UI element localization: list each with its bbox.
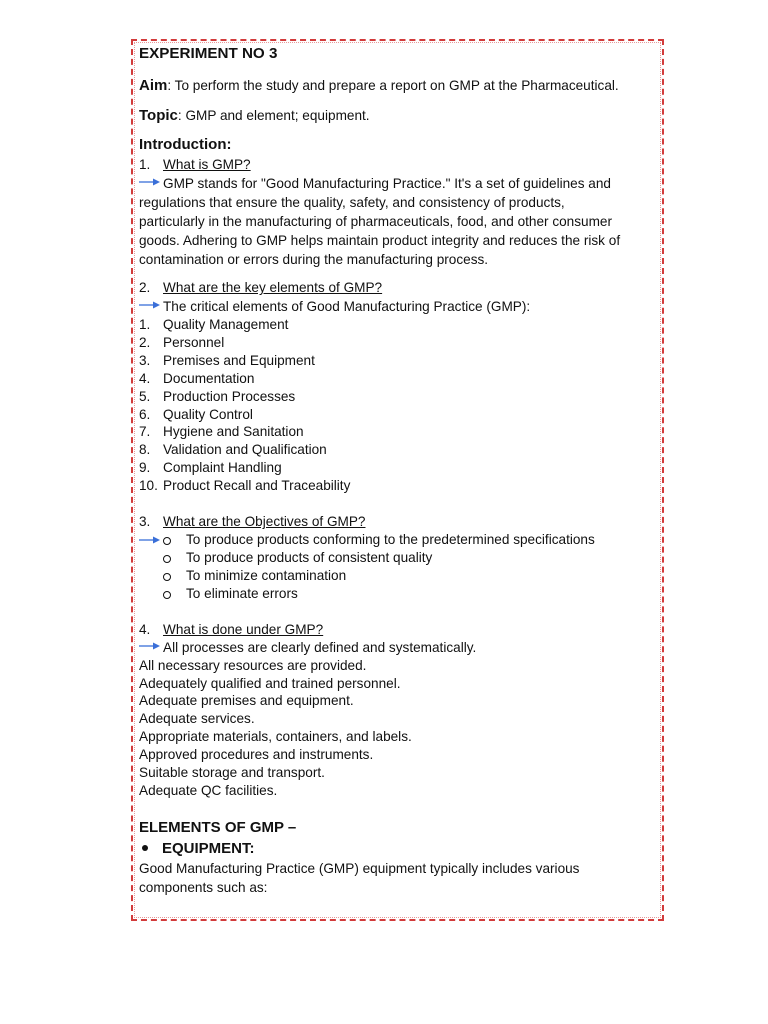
paragraph-line: contamination or errors during the manufacturing process. — [139, 252, 489, 267]
topic-line — [139, 106, 654, 125]
paragraph-line: Suitable storage and transport. — [139, 765, 325, 781]
question-4 — [139, 620, 654, 639]
paragraph-line: regulations that ensure the quality, safety, and consistency of products, — [139, 195, 565, 210]
q2-lead-text: The critical elements of Good Manufacturing Practice (GMP): — [163, 299, 531, 314]
circle-bullet-icon — [163, 591, 171, 599]
list-number: 8. — [139, 442, 151, 458]
list-text: Personnel — [163, 334, 225, 350]
question-1 — [139, 155, 654, 174]
circle-bullet-icon — [163, 537, 171, 545]
list-item — [139, 316, 654, 334]
list-number: 4. — [139, 370, 151, 386]
list-item — [139, 423, 654, 441]
list-item — [139, 370, 654, 388]
list-text: Quality Management — [163, 317, 289, 332]
list-text: Quality Control — [163, 406, 253, 422]
q4-lead-text: All processes are clearly defined and systematically. — [163, 639, 477, 655]
list-item — [139, 459, 654, 477]
bullet-item — [139, 567, 654, 585]
list-number: 5. — [139, 388, 151, 404]
bullet-text: To produce products conforming to the predetermined specifications — [186, 532, 595, 548]
paragraph-line: Adequately qualified and trained personnel. — [139, 675, 401, 691]
bullet-text: To eliminate errors — [186, 585, 298, 601]
equipment-heading — [139, 838, 654, 859]
arrow-icon — [139, 641, 163, 651]
list-text: Product Recall and Traceability — [163, 478, 351, 494]
paragraph-line: Adequate premises and equipment. — [139, 693, 354, 709]
list-item — [139, 477, 654, 495]
question-text: What are the key elements of GMP? — [163, 280, 383, 295]
paragraph-line: Appropriate materials, containers, and labels. — [139, 729, 412, 745]
list-text: Premises and Equipment — [163, 352, 315, 368]
arrow-icon — [139, 177, 163, 187]
paragraph-line: Approved procedures and instruments. — [139, 747, 374, 763]
list-number: 7. — [139, 424, 151, 440]
list-number: 10. — [139, 478, 158, 494]
document-body — [139, 44, 654, 897]
list-text: Hygiene and Sanitation — [163, 424, 304, 440]
list-number: 9. — [139, 460, 151, 476]
bullet-item — [139, 585, 654, 603]
paragraph-line: goods. Adhering to GMP helps maintain product integrity and reduces the risk of — [139, 233, 621, 248]
paragraph-line: GMP stands for "Good Manufacturing Practice." It's a set of guidelines and — [163, 176, 611, 191]
circle-bullet-icon — [163, 555, 171, 563]
list-text: Complaint Handling — [163, 460, 282, 476]
list-item — [139, 406, 654, 424]
question-number: 4. — [139, 621, 151, 637]
topic-label: Topic — [139, 107, 178, 124]
elements-heading: ELEMENTS OF GMP – — [139, 818, 297, 836]
question-text: What is GMP? — [163, 157, 251, 172]
question-3 — [139, 512, 654, 531]
paragraph-line: components such as: — [139, 879, 268, 895]
introduction-heading: Introduction: — [139, 136, 232, 153]
list-number: 6. — [139, 406, 151, 422]
list-number: 3. — [139, 352, 151, 368]
aim-line — [139, 76, 654, 95]
paragraph-line: Good Manufacturing Practice (GMP) equipment typically includes various — [139, 860, 580, 876]
question-text: What are the Objectives of GMP? — [163, 514, 366, 530]
list-number: 1. — [139, 317, 151, 332]
page-title: EXPERIMENT NO 3 — [139, 45, 278, 62]
bullet-item — [139, 531, 654, 549]
bullet-text: To minimize contamination — [186, 567, 347, 583]
question-number: 3. — [139, 514, 151, 530]
list-text: Validation and Qualification — [163, 442, 327, 458]
list-item — [139, 352, 654, 370]
topic-text: : GMP and element; equipment. — [177, 108, 370, 123]
circle-bullet-icon — [163, 573, 171, 581]
equipment-heading-text: EQUIPMENT: — [162, 839, 255, 857]
bullet-item — [139, 549, 654, 567]
aim-text: : To perform the study and prepare a report on GMP at the Pharmaceutical. — [167, 78, 619, 93]
paragraph-line: Adequate QC facilities. — [139, 782, 278, 798]
arrow-icon — [139, 300, 163, 310]
q1-answer-line — [139, 174, 654, 193]
paragraph-line: All necessary resources are provided. — [139, 657, 367, 673]
bullet-dot-icon — [142, 845, 148, 851]
paragraph-line: Adequate services. — [139, 711, 255, 727]
question-number: 2. — [139, 280, 151, 295]
list-item — [139, 388, 654, 406]
list-text: Documentation — [163, 370, 255, 386]
list-item — [139, 441, 654, 459]
question-2 — [139, 278, 654, 297]
list-text: Production Processes — [163, 388, 296, 404]
arrow-icon — [139, 531, 163, 549]
list-item — [139, 334, 654, 352]
q4-lead-line — [139, 639, 654, 657]
bullet-text: To produce products of consistent quality — [186, 549, 433, 565]
list-number: 2. — [139, 334, 151, 350]
question-number: 1. — [139, 157, 151, 172]
paragraph-line: particularly in the manufacturing of pharmaceuticals, food, and other consumer — [139, 214, 613, 229]
aim-label: Aim — [139, 77, 168, 94]
q2-lead-line — [139, 297, 654, 316]
question-text: What is done under GMP? — [163, 621, 324, 637]
